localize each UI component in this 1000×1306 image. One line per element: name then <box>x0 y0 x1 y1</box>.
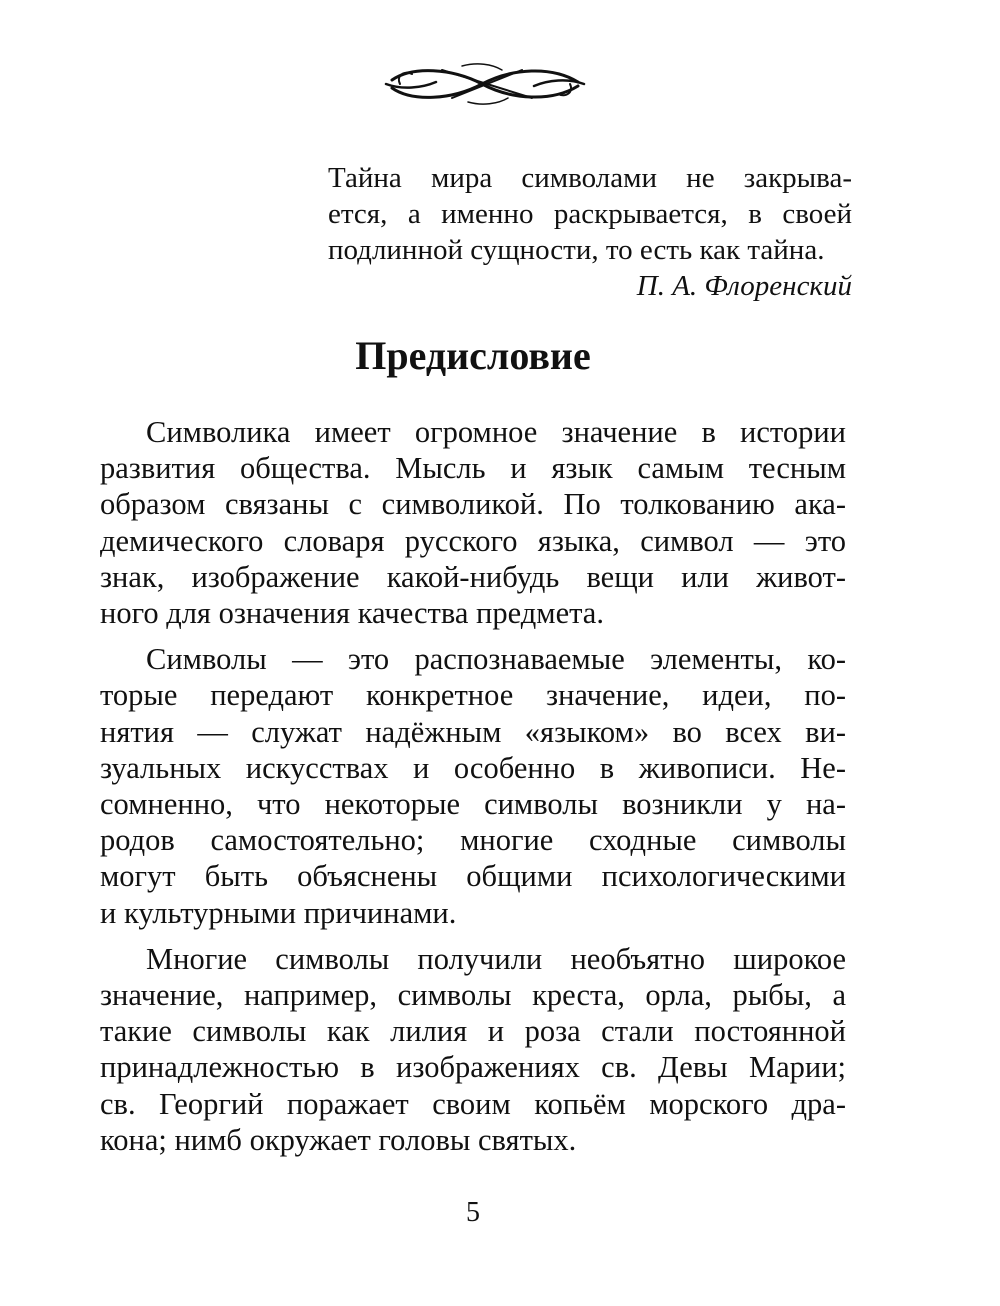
text-line: Символы — это распознаваемые элементы, ко- <box>146 642 846 677</box>
text-line: образом связаны с символикой. По толкованию ака- <box>100 487 846 522</box>
text-line: развития общества. Мысль и язык самым тесным <box>100 451 846 486</box>
text-line: родов самостоятельно; многие сходные символы <box>100 823 846 858</box>
text-line: Многие символы получили необъятно широкое <box>146 941 846 976</box>
text-line: св. Георгий поражает своим копьём морского дра- <box>100 1086 846 1121</box>
text-line: и культурными причинами. <box>100 895 457 930</box>
text-line: ного для означения качества предмета. <box>100 596 604 631</box>
text-line: значение, например, символы креста, орла, рыбы, а <box>100 978 846 1013</box>
epigraph-line: ется, а именно раскрывается, в своей <box>328 198 852 230</box>
page-number: 5 <box>466 1197 480 1228</box>
text-line: знак, изображение какой-нибудь вещи или живот- <box>100 559 846 594</box>
paragraph <box>100 941 846 1158</box>
text-line: такие символы как лилия и роза стали постоянной <box>100 1014 846 1049</box>
text-line: Символика имеет огромное значение в истории <box>146 415 846 449</box>
epigraph-author: П. А. Флоренский <box>636 270 852 302</box>
text-line: демического словаря русского языка, символ — это <box>100 523 846 558</box>
epigraph-text <box>328 160 852 268</box>
epigraph <box>328 160 852 304</box>
text-line: принадлежностью в изображениях св. Девы Марии; <box>100 1050 846 1085</box>
flourish-ornament-icon <box>382 58 588 110</box>
text-line: нятия — служат надёжным «языком» во всех ви- <box>100 714 846 749</box>
epigraph-line: Тайна мира символами не закрыва- <box>328 162 852 194</box>
text-line: сомненно, что некоторые символы возникли у на- <box>100 787 846 822</box>
page-title: Предисловие <box>355 333 591 378</box>
text-line: зуальных искусствах и особенно в живописи. Не- <box>100 750 846 785</box>
text-line: кона; нимб окружает головы святых. <box>100 1122 577 1157</box>
text-line: торые передают конкретное значение, идеи, по- <box>100 678 846 713</box>
paragraph <box>100 641 846 931</box>
epigraph-line: подлинной сущности, то есть как тайна. <box>328 234 825 266</box>
text-line: могут быть объяснены общими психологическими <box>100 859 846 894</box>
paragraph <box>100 414 846 631</box>
body-text <box>100 414 846 1168</box>
